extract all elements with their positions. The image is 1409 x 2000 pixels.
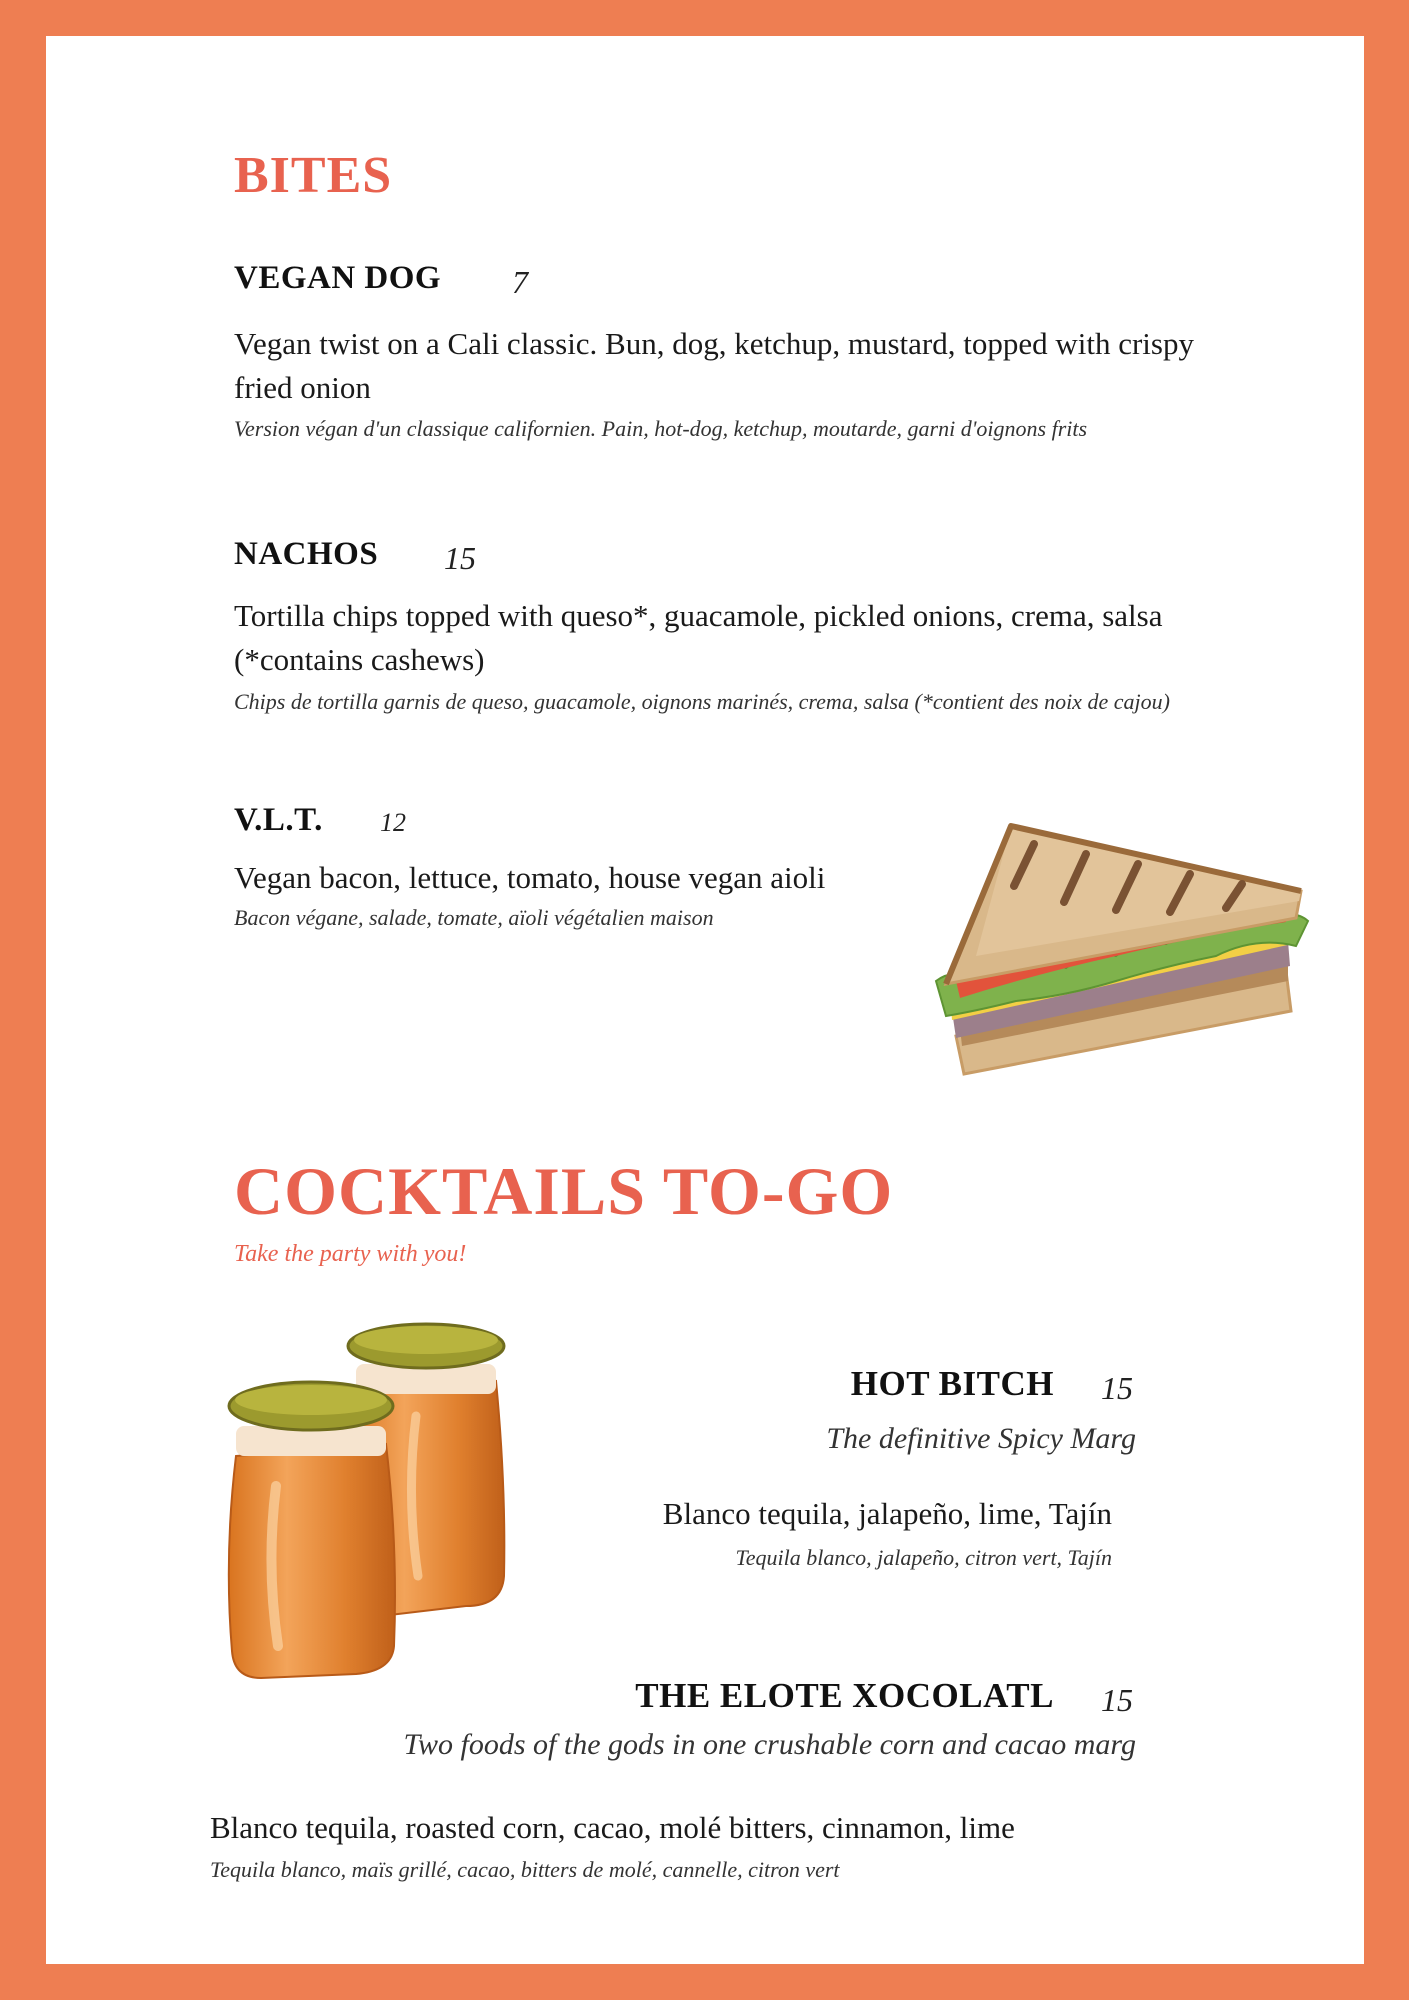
cocktail-tagline: The definitive Spicy Marg bbox=[826, 1422, 1136, 1455]
cocktail-jars-illustration bbox=[206, 1286, 546, 1686]
cocktail-price: 15 bbox=[1101, 1682, 1133, 1718]
menu-item-description: Vegan bacon, lettuce, tomato, house vegan aioli bbox=[234, 860, 826, 895]
cocktail-description-fr: Tequila blanco, maïs grillé, cacao, bitters de molé, cannelle, citron vert bbox=[210, 1857, 840, 1882]
cocktails-section-title: COCKTAILS TO-GO bbox=[234, 1153, 894, 1229]
cocktails-subtitle: Take the party with you! bbox=[234, 1241, 467, 1267]
cocktail-description: Blanco tequila, jalapeño, lime, Tajín bbox=[662, 1496, 1112, 1531]
menu-item-description: Tortilla chips topped with queso*, guacamole, pickled onions, crema, salsa (*contains cashews) bbox=[234, 598, 1163, 677]
menu-page bbox=[46, 36, 1364, 1964]
menu-item-name: VEGAN DOG bbox=[234, 260, 442, 296]
menu-item-description-fr: Chips de tortilla garnis de queso, guacamole, oignons marinés, crema, salsa (*contient des noix de cajou) bbox=[234, 689, 1170, 714]
menu-item-description-fr: Bacon végane, salade, tomate, aïoli végétalien maison bbox=[234, 905, 714, 930]
cocktail-tagline: Two foods of the gods in one crushable corn and cacao marg bbox=[403, 1728, 1136, 1761]
bites-section-title: BITES bbox=[234, 147, 393, 204]
cocktail-name: HOT BITCH bbox=[850, 1364, 1054, 1403]
cocktail-description-fr: Tequila blanco, jalapeño, citron vert, Tajín bbox=[735, 1545, 1112, 1570]
menu-item-description: Vegan twist on a Cali classic. Bun, dog, ketchup, mustard, topped with crispy fried onion bbox=[234, 326, 1194, 405]
menu-item-price: 12 bbox=[380, 808, 406, 837]
menu-item-name: V.L.T. bbox=[234, 802, 323, 838]
menu-item-description-fr: Version végan d'un classique californien. Pain, hot-dog, ketchup, moutarde, garni d'oignons frits bbox=[234, 416, 1088, 441]
menu-item-name: NACHOS bbox=[234, 536, 379, 572]
sandwich-illustration bbox=[916, 806, 1316, 1106]
cocktail-name: THE ELOTE XOCOLATL bbox=[635, 1676, 1054, 1715]
menu-item-price: 15 bbox=[444, 540, 476, 576]
menu-item-price: 7 bbox=[512, 264, 528, 300]
cocktail-description: Blanco tequila, roasted corn, cacao, molé bitters, cinnamon, lime bbox=[210, 1810, 1015, 1845]
cocktail-price: 15 bbox=[1101, 1370, 1133, 1406]
